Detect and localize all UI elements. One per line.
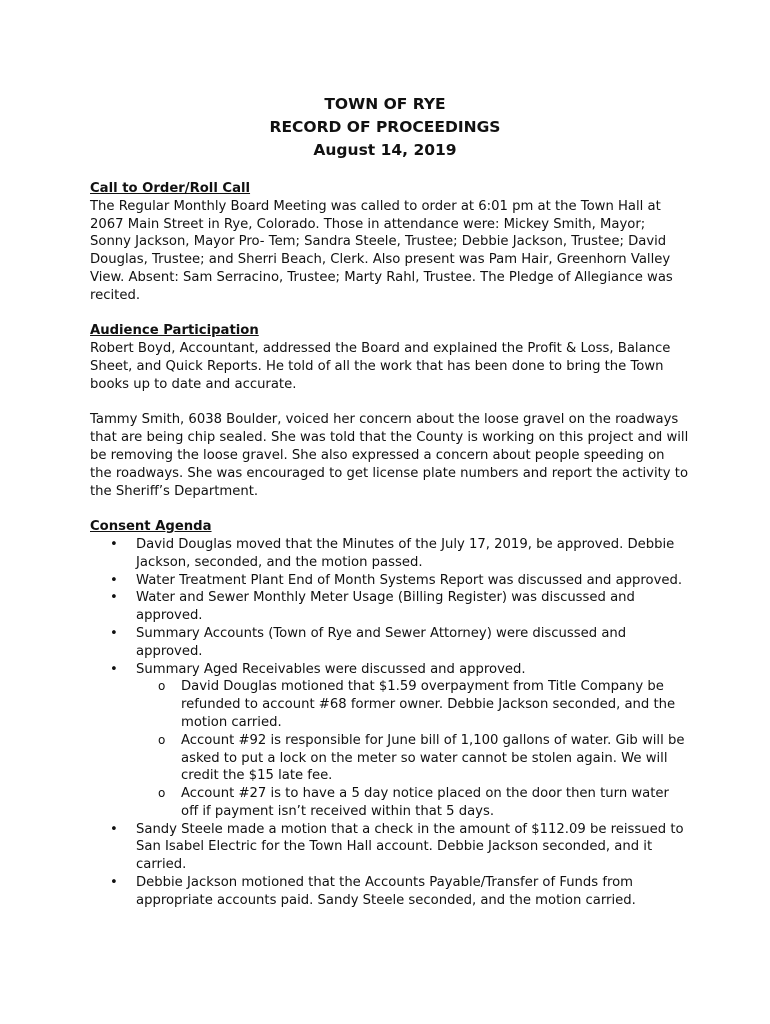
bullet-icon: • <box>110 661 118 677</box>
record-title: RECORD OF PROCEEDINGS <box>269 118 501 136</box>
list-item-text: Water and Sewer Monthly Meter Usage (Billing Register) was discussed and approved. <box>136 590 635 624</box>
list-item <box>90 874 690 910</box>
sub-list-item <box>136 785 690 821</box>
list-item <box>90 589 690 625</box>
bullet-icon: • <box>110 590 118 606</box>
list-item-text: Debbie Jackson motioned that the Accounts Payable/Transfer of Funds from appropriate accounts paid. Sandy Steele seconded, and the motion carried. <box>136 875 636 908</box>
list-item <box>90 821 690 874</box>
sub-list-item <box>136 678 690 731</box>
list-item <box>90 625 690 661</box>
town-name: TOWN OF RYE <box>324 95 446 113</box>
sub-list-item-text: David Douglas motioned that $1.59 overpayment from Title Company be refunded to account #68 former owner. Debbie Jackson seconded, and the motion carried. <box>181 679 676 730</box>
list-item-text: Summary Aged Receivables were discussed and approved. <box>136 661 526 677</box>
sub-bullet-icon: o <box>158 679 166 694</box>
document-body <box>90 180 690 910</box>
bullet-icon: • <box>110 572 118 588</box>
aged-receivables-sublist <box>136 678 690 820</box>
audience-heading: Audience Participation <box>90 323 259 339</box>
audience-paragraph-2: Tammy Smith, 6038 Boulder, voiced her concern about the loose gravel on the roadways that are being chip sealed. She was told that the County is working on this project and will be removing the loose gravel. She also expressed a concern about people speeding on the roadways. She was encouraged to get license plate numbers and report the activity to the Sheriff’s Department. <box>90 412 689 499</box>
sub-bullet-icon: o <box>158 786 166 801</box>
sub-list-item-text: Account #92 is responsible for June bill of 1,100 gallons of water. Gib will be asked to put a lock on the meter so water cannot be stolen again. We will credit the $15 late fee. <box>181 732 685 784</box>
list-item-text: Sandy Steele made a motion that a check in the amount of $112.09 be reissued to San Isabel Electric for the Town Hall account. Debbie Jackson seconded, and it carried. <box>136 821 684 873</box>
call-to-order-heading: Call to Order/Roll Call <box>90 181 251 196</box>
consent-agenda-heading-text: Consent Agenda <box>90 519 212 535</box>
list-item-text: Water Treatment Plant End of Month Systems Report was discussed and approved. <box>136 572 683 588</box>
audience-paragraph-1: Robert Boyd, Accountant, addressed the Board and explained the Profit & Loss, Balance Sheet, and Quick Reports. He told of all the work that has been done to bring the Town books up to date and accurate. <box>90 341 671 392</box>
list-item <box>90 572 690 590</box>
document-title-block <box>0 93 770 162</box>
list-item-text: David Douglas moved that the Minutes of the July 17, 2019, be approved. Debbie Jackson, seconded, and the motion passed. <box>136 536 675 570</box>
call-to-order-text: The Regular Monthly Board Meeting was called to order at 6:01 pm at the Town Hall at 2067 Main Street in Rye, Colorado. Those in attendance were: Mickey Smith, Mayor; Sonny Jackson, Mayor Pro- Tem; Sandra Steele, Trustee; Debbie Jackson, Trustee; David Douglas, Trustee; and Sherri Beach, Clerk. Also present was Pam Hair, Greenhorn Valley View. Absent: Sam Serracino, Trustee; Marty Rahl, Trustee. The Pledge of Allegiance was recited. <box>90 198 673 303</box>
meeting-date: August 14, 2019 <box>313 141 457 159</box>
bullet-icon: • <box>110 821 118 837</box>
bullet-icon: • <box>110 875 118 891</box>
sub-bullet-icon: o <box>158 732 166 747</box>
bullet-icon: • <box>110 536 118 552</box>
list-item <box>90 536 690 572</box>
bullet-icon: • <box>110 625 118 641</box>
list-item-text: Summary Accounts (Town of Rye and Sewer Attorney) were discussed and approved. <box>136 625 627 659</box>
consent-agenda-list <box>90 536 690 910</box>
list-item <box>90 661 690 821</box>
consent-agenda-heading <box>90 518 690 536</box>
sub-list-item-text: Account #27 is to have a 5 day notice placed on the door then turn water off if payment isn’t received within that 5 days. <box>181 786 669 819</box>
sub-list-item <box>136 732 690 785</box>
